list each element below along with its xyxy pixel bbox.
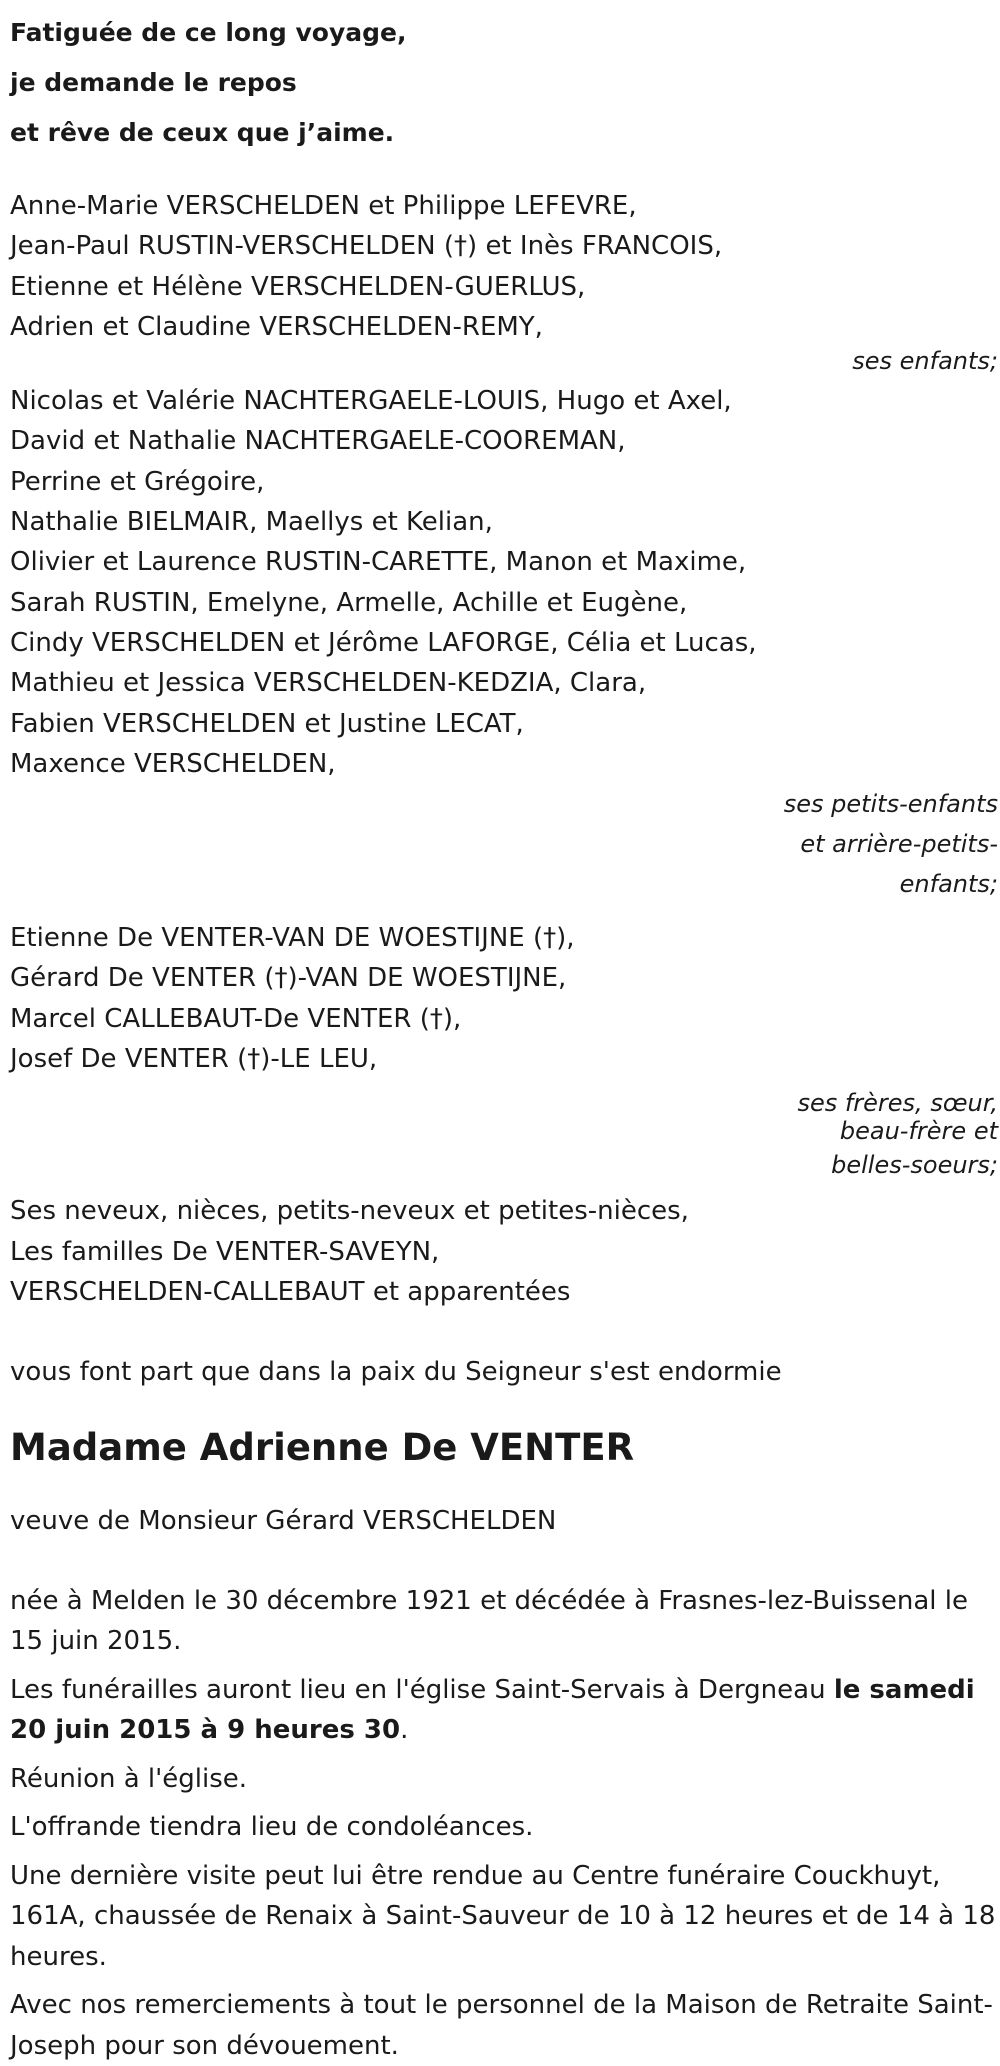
family-line: Cindy VERSCHELDEN et Jérôme LAFORGE, Célia et Lucas, — [10, 627, 757, 658]
family-line: Ses neveux, nièces, petits-neveux et petites-nièces, — [10, 1196, 689, 1227]
role-label: enfants; — [899, 870, 998, 899]
funeral-text — [10, 1670, 998, 1751]
family-line: Adrien et Claudine VERSCHELDEN-REMY, — [10, 311, 543, 342]
family-line: Josef De VENTER (†)-LE LEU, — [10, 1044, 378, 1075]
obituary-notice — [10, 0, 998, 2066]
thanks-text: Avec nos remerciements à tout le personnel de la Maison de Retraite Saint-Joseph pour son dévouement. — [10, 1990, 993, 2061]
family-line: VERSCHELDEN-CALLEBAUT et apparentées — [10, 1276, 571, 1307]
poem-line: je demande le repos — [10, 68, 297, 97]
role-label: belles-soeurs; — [831, 1151, 998, 1180]
visit-text: Une dernière visite peut lui être rendue au Centre funéraire Couckhuyt, 161A, chaussée de Renaix à Saint-Sauveur de 10 à 12 heures et de 14 à 18 heures. — [10, 1860, 996, 1972]
family-line: Nathalie BIELMAIR, Maellys et Kelian, — [10, 507, 493, 538]
role-label: ses enfants; — [852, 347, 998, 376]
family-line: Perrine et Grégoire, — [10, 466, 265, 497]
family-line: Etienne et Hélène VERSCHELDEN-GUERLUS, — [10, 271, 586, 302]
funeral-end: . — [400, 1715, 409, 1746]
birth-death-text: née à Melden le 30 décembre 1921 et décédée à Frasnes-lez-Buissenal le 15 juin 2015. — [10, 1585, 969, 1657]
family-line: Etienne De VENTER-VAN DE WOESTIJNE (†), — [10, 923, 575, 954]
family-line: Olivier et Laurence RUSTIN-CARETTE, Manon et Maxime, — [10, 547, 747, 578]
family-line: Maxence VERSCHELDEN, — [10, 748, 336, 779]
family-line: Jean-Paul RUSTIN-VERSCHELDEN (†) et Inès FRANCOIS, — [10, 231, 723, 262]
funeral-intro: Les funérailles auront lieu en l'église Saint-Servais à Dergneau — [10, 1674, 834, 1705]
family-line: Gérard De VENTER (†)-VAN DE WOESTIJNE, — [10, 963, 567, 994]
poem-line: Fatiguée de ce long voyage, — [10, 18, 407, 47]
family-line: David et Nathalie NACHTERGAELE-COOREMAN, — [10, 426, 626, 457]
siblings-section — [10, 918, 998, 1185]
widow-of: veuve de Monsieur Gérard VERSCHELDEN — [10, 1505, 557, 1536]
family-line: Sarah RUSTIN, Emelyne, Armelle, Achille et Eugène, — [10, 587, 688, 618]
role-label: ses frères, sœur, — [797, 1089, 998, 1118]
family-line: Anne-Marie VERSCHELDEN et Philippe LEFEVRE, — [10, 191, 637, 221]
family-line: Nicolas et Valérie NACHTERGAELE-LOUIS, Hugo et Axel, — [10, 386, 732, 417]
funeral-date-time: le samedi 20 juin 2015 à 9 heures 30 — [10, 1674, 975, 1746]
deceased-name: Madame Adrienne De VENTER — [10, 1425, 635, 1469]
role-label: et arrière-petits- — [800, 830, 998, 859]
role-label: beau-frère et — [839, 1117, 998, 1146]
relatives-section — [10, 1191, 998, 1312]
poem — [10, 8, 998, 158]
family-line: Les familles De VENTER-SAVEYN, — [10, 1236, 440, 1267]
role-label: ses petits-enfants — [783, 790, 998, 819]
family-line: Fabien VERSCHELDEN et Justine LECAT, — [10, 708, 524, 739]
family-line: Marcel CALLEBAUT-De VENTER (†), — [10, 1003, 462, 1034]
announcement: vous font part que dans la paix du Seigneur s'est endormie — [10, 1357, 782, 1388]
children-section — [10, 186, 998, 381]
poem-line: et rêve de ceux que j’aime. — [10, 118, 395, 147]
meeting-text: Réunion à l'église. — [10, 1763, 248, 1794]
family-line: Mathieu et Jessica VERSCHELDEN-KEDZIA, Clara, — [10, 668, 647, 699]
grandchildren-section — [10, 381, 998, 904]
condolences-text: L'offrande tiendra lieu de condoléances. — [10, 1812, 534, 1843]
